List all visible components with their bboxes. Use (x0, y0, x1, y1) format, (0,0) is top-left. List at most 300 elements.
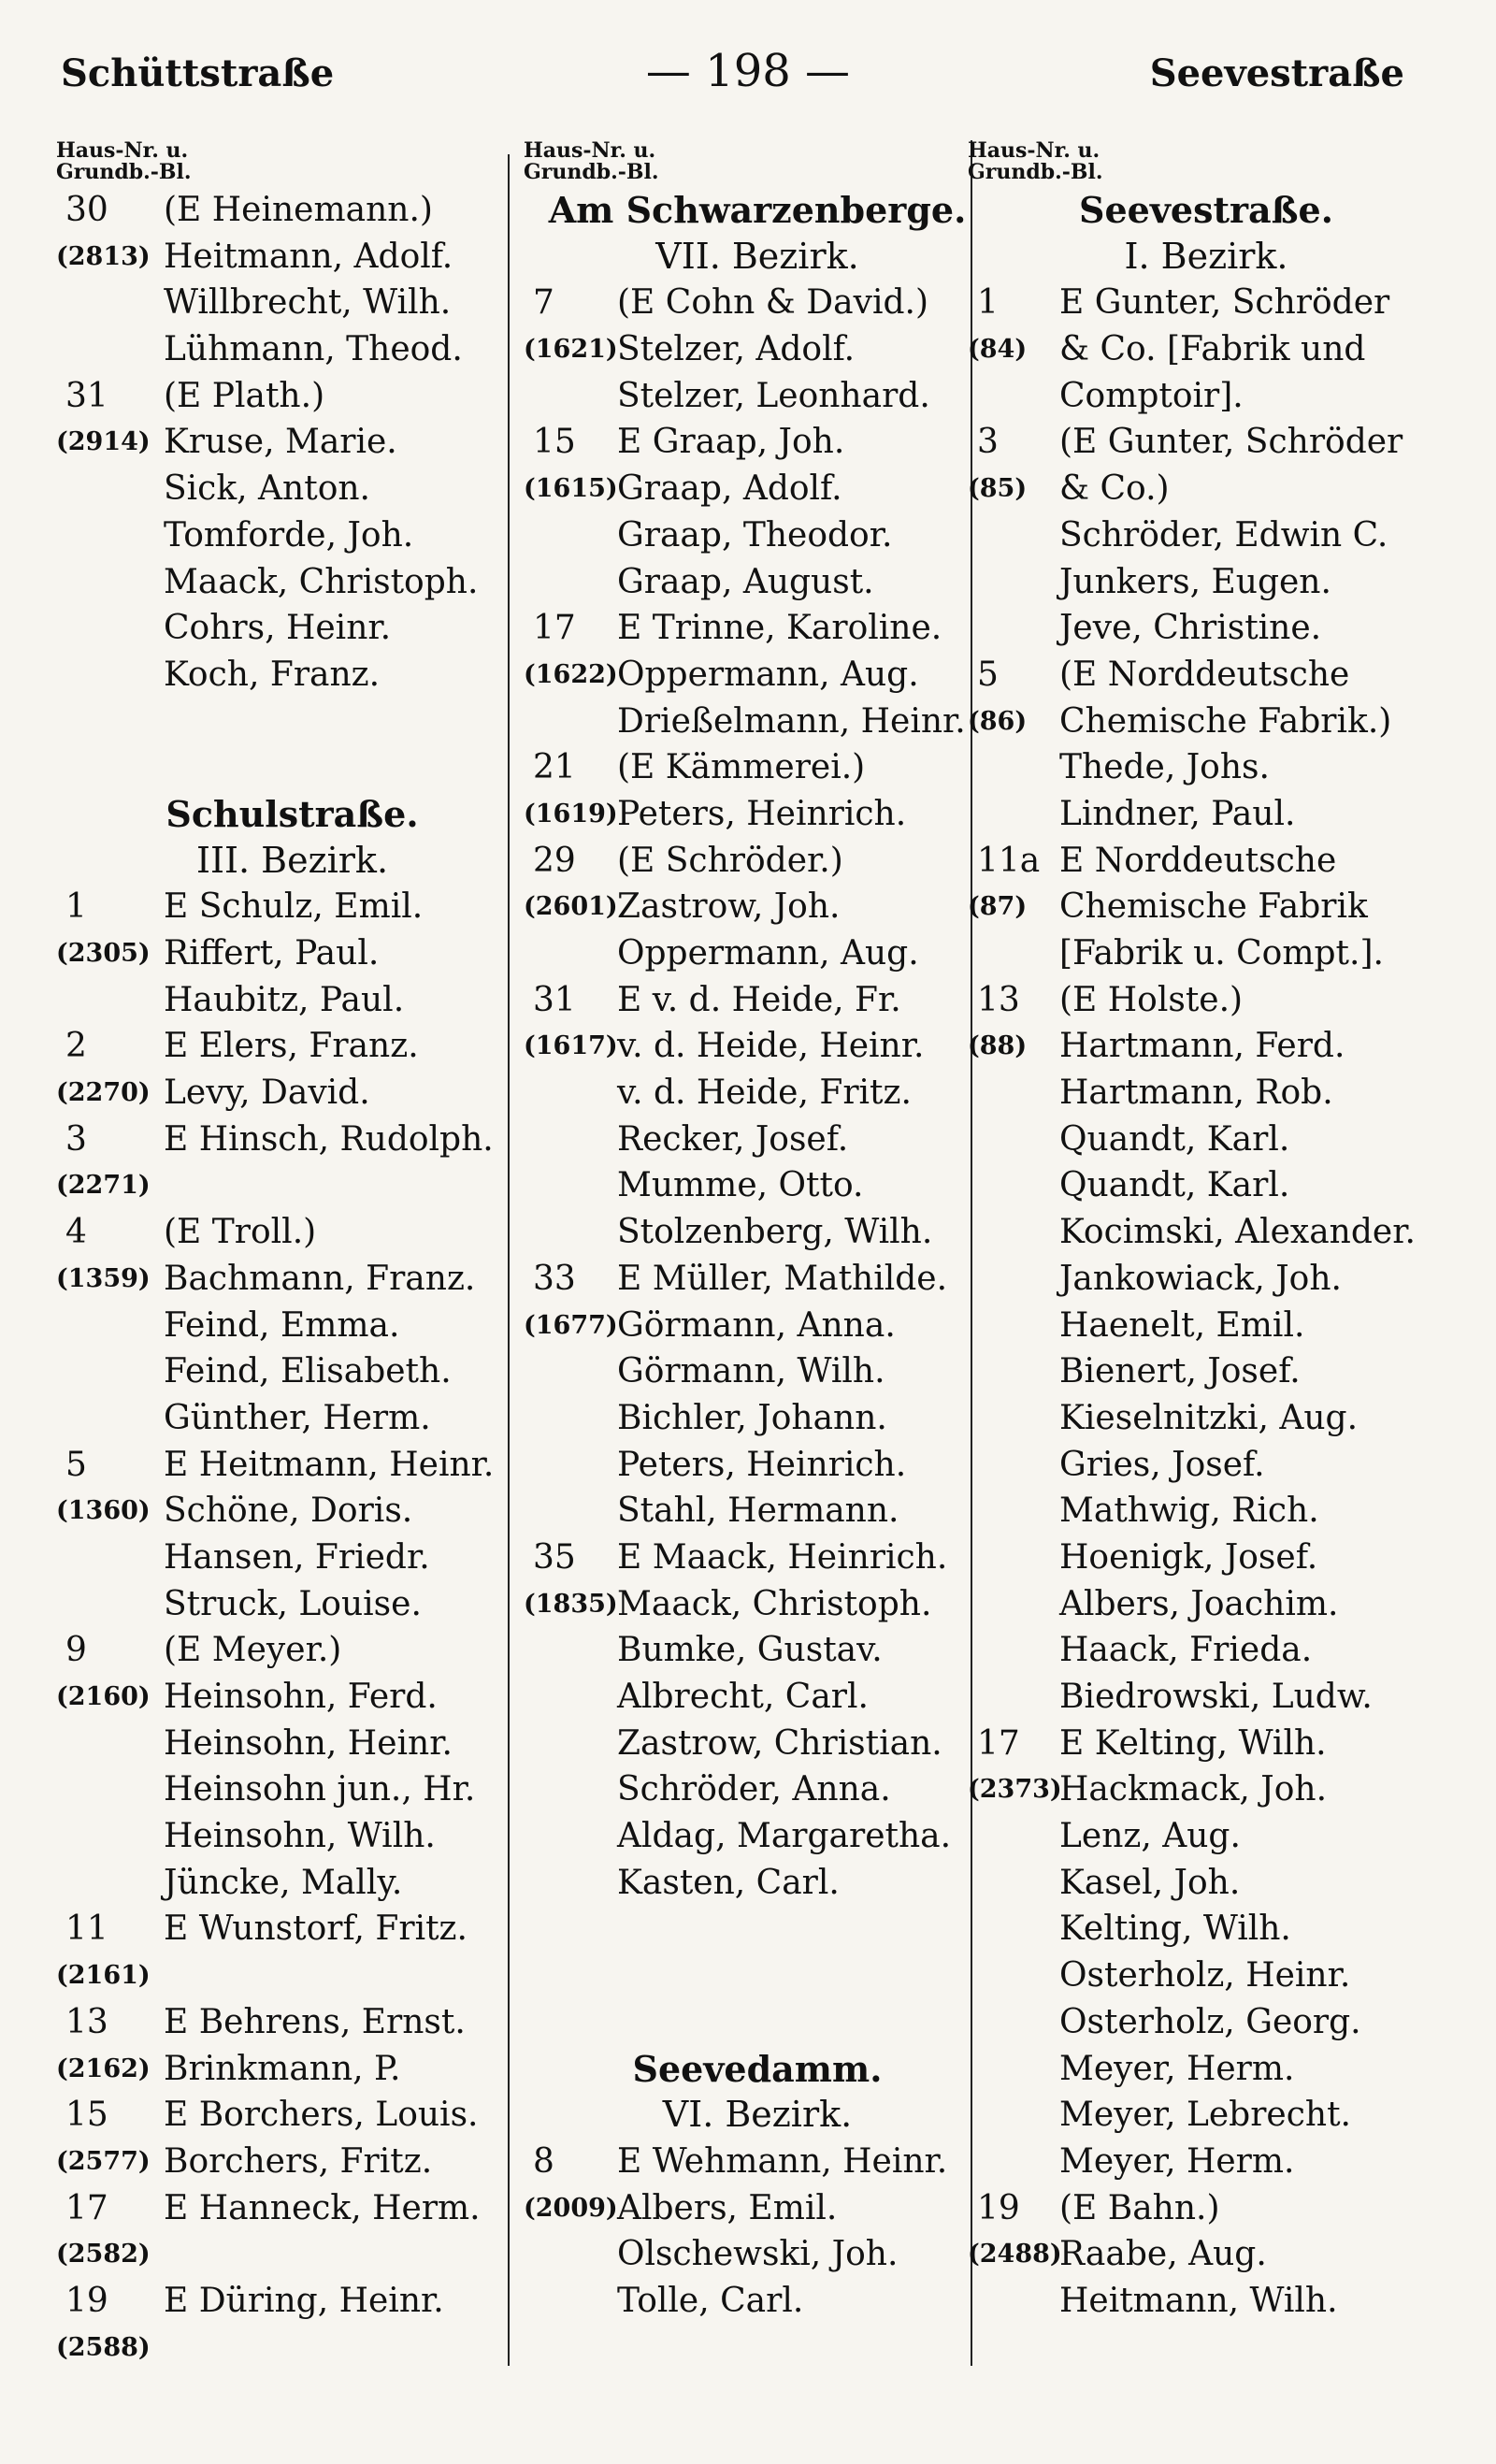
grundbuch-number: (85) (968, 474, 1028, 504)
directory-entry (968, 1348, 1445, 1395)
resident-name: Heitmann, Adolf. (164, 237, 453, 276)
house-number (968, 1813, 1059, 1860)
blank-line (524, 1999, 991, 2046)
directory-entry (968, 1952, 1445, 1999)
grundbuch-number: (2577) (56, 2146, 151, 2176)
house-number: 17 (65, 2188, 108, 2227)
grundbuch-number: (2160) (56, 1682, 151, 1711)
house-number (524, 1117, 617, 1163)
blank-line (56, 744, 528, 791)
house-number: 3 (977, 423, 999, 462)
district-heading: VI. Bezirk. (662, 2094, 853, 2136)
resident-name: Schöne, Doris. (164, 1491, 413, 1531)
resident-name: Hartmann, Ferd. (1059, 1027, 1345, 1066)
house-number (56, 1813, 164, 1860)
resident-name: Riffert, Paul. (164, 934, 380, 973)
directory-entry (968, 512, 1445, 559)
house-number: 1 (65, 887, 87, 927)
house-number: 29 (533, 841, 576, 880)
directory-entry (524, 2185, 991, 2232)
house-number (56, 605, 164, 652)
directory-entry (524, 559, 991, 606)
resident-name: Sick, Anton. (164, 469, 370, 509)
resident-name: Heinsohn jun., Hr. (164, 1770, 476, 1809)
house-number: 11a (977, 841, 1041, 880)
directory-entry (524, 1256, 991, 1303)
house-number (968, 1442, 1059, 1489)
directory-entry (524, 1813, 991, 1860)
directory-entry (56, 884, 528, 930)
grundbuch-number: (2488) (968, 2240, 1062, 2269)
directory-entry (56, 373, 528, 420)
resident-name: Bienert, Josef. (1059, 1352, 1301, 1391)
grundbuch-number: (1622) (524, 659, 618, 689)
house-number (524, 1348, 617, 1395)
directory-entry (968, 884, 1445, 930)
resident-name: Albers, Emil. (617, 2188, 838, 2227)
resident-name: Graap, August. (617, 562, 874, 601)
house-number: 35 (533, 1537, 576, 1577)
resident-name: Osterholz, Heinr. (1059, 1956, 1351, 1996)
directory-entry (968, 605, 1445, 652)
house-number (524, 1766, 617, 1813)
resident-name: [Fabrik u. Compt.]. (1059, 934, 1384, 973)
house-number (524, 1162, 617, 1209)
resident-name: Drießelmann, Heinr. (617, 701, 966, 741)
grundbuch-number: (2588) (56, 2332, 151, 2362)
directory-entry (56, 419, 528, 466)
house-number (524, 1070, 617, 1117)
resident-name: Görmann, Wilh. (617, 1352, 885, 1391)
house-number (56, 1535, 164, 1581)
grundbuch-number: (2914) (56, 427, 151, 457)
house-number (968, 373, 1059, 420)
grundbuch-number: (84) (968, 335, 1028, 365)
directory-entry (56, 512, 528, 559)
grundbuch-number: (2305) (56, 939, 151, 968)
house-number (968, 1117, 1059, 1163)
directory-entry (524, 1162, 991, 1209)
directory-entry (524, 1070, 991, 1117)
directory-entry (524, 1488, 991, 1535)
house-number (968, 1674, 1059, 1721)
directory-entry (56, 1906, 528, 1952)
resident-name: Feind, Elisabeth. (164, 1352, 452, 1391)
blank-line (56, 699, 528, 745)
resident-name: E Schulz, Emil. (164, 887, 424, 927)
directory-entry (56, 466, 528, 512)
resident-name: Jeve, Christine. (1059, 609, 1322, 648)
resident-name: Mathwig, Rich. (1059, 1491, 1319, 1531)
house-number (968, 744, 1059, 791)
resident-name: Lindner, Paul. (1059, 794, 1296, 833)
directory-entry (524, 838, 991, 885)
resident-name: E v. d. Heide, Fr. (617, 980, 901, 1019)
resident-name: Hartmann, Rob. (1059, 1073, 1333, 1113)
resident-name: Kelting, Wilh. (1059, 1909, 1291, 1949)
resident-name: (E Gunter, Schröder (1059, 423, 1403, 462)
resident-name: Recker, Josef. (617, 1119, 849, 1159)
resident-name: Brinkmann, P. (164, 2049, 401, 2088)
directory-entry (524, 605, 991, 652)
directory-entry (524, 1674, 991, 1721)
resident-name: (E Troll.) (164, 1213, 317, 1252)
directory-entry (524, 1442, 991, 1489)
grundbuch-number: (1835) (524, 1589, 618, 1619)
resident-name: Oppermann, Aug. (617, 934, 919, 973)
column-header-line: Grundb.-Bl. (56, 160, 192, 184)
directory-entry (968, 1117, 1445, 1163)
resident-name: (E Cohn & David.) (617, 283, 928, 323)
directory-entry (968, 652, 1445, 699)
house-number (968, 791, 1059, 838)
directory-entry (56, 1070, 528, 1117)
directory-entry (56, 2092, 528, 2139)
house-number (524, 559, 617, 606)
directory-entry (524, 1023, 991, 1070)
directory-entry (968, 1442, 1445, 1489)
column-1 (56, 140, 528, 2394)
resident-name: E Wehmann, Heinr. (617, 2141, 948, 2181)
house-number (968, 2092, 1059, 2139)
resident-name: & Co.) (1059, 469, 1170, 509)
resident-name: Heinsohn, Wilh. (164, 1817, 436, 1856)
page-number: — 198 — (645, 45, 851, 97)
house-number: 1 (977, 283, 999, 323)
grundbuch-number: (2009) (524, 2193, 618, 2223)
column-3 (968, 140, 1445, 2394)
grundbuch-number: (2373) (968, 1775, 1062, 1805)
resident-name: Biedrowski, Ludw. (1059, 1678, 1373, 1716)
house-number (968, 1303, 1059, 1349)
house-number (968, 1488, 1059, 1535)
resident-name: (E Heinemann.) (164, 191, 433, 229)
directory-entry (968, 1535, 1445, 1581)
resident-name: Oppermann, Aug. (617, 655, 919, 694)
column-header-line: Haus-Nr. u. (524, 140, 656, 163)
grundbuch-number: (2271) (56, 1171, 151, 1201)
resident-name: (E Norddeutsche (1059, 655, 1350, 694)
directory-entry (56, 977, 528, 1024)
house-number: 9 (65, 1631, 87, 1670)
house-number: 13 (65, 2002, 108, 2041)
directory-entry (524, 466, 991, 512)
resident-name: Jankowiack, Joh. (1059, 1259, 1342, 1298)
house-number (56, 1766, 164, 1813)
resident-name: E Hinsch, Rudolph. (164, 1119, 494, 1159)
resident-name: Günther, Herm. (164, 1398, 431, 1437)
house-number (968, 2278, 1059, 2325)
grundbuch-number: (2162) (56, 2053, 151, 2083)
resident-name: (E Bahn.) (1059, 2188, 1220, 2227)
directory-entry (968, 1860, 1445, 1907)
resident-name: Albrecht, Carl. (617, 1678, 869, 1716)
running-head-right: Seevestraße (1149, 51, 1404, 95)
resident-name: E Wunstorf, Fritz. (164, 1909, 468, 1949)
grundbuch-number: (88) (968, 1031, 1028, 1061)
house-number (968, 1952, 1059, 1999)
directory-entry (56, 2231, 528, 2278)
directory-entry (968, 930, 1445, 977)
house-number: 31 (65, 376, 108, 415)
house-number (524, 1860, 617, 1907)
directory-entry (524, 373, 991, 420)
resident-name: Heinsohn, Ferd. (164, 1678, 438, 1716)
directory-entry (968, 559, 1445, 606)
directory-entry (56, 1117, 528, 1163)
resident-name: Kasten, Carl. (617, 1863, 840, 1902)
directory-entry (56, 1674, 528, 1721)
directory-entry (968, 1488, 1445, 1535)
house-number (524, 1488, 617, 1535)
directory-entry (968, 373, 1445, 420)
street-heading: Am Schwarzenberge. (548, 189, 967, 231)
directory-entry (968, 2278, 1445, 2325)
resident-name: Hackmack, Joh. (1059, 1770, 1328, 1809)
resident-name: Stelzer, Adolf. (617, 330, 856, 369)
directory-entry (968, 1209, 1445, 1256)
directory-entry (56, 559, 528, 606)
house-number (56, 326, 164, 373)
directory-entry (968, 2139, 1445, 2185)
resident-name: Graap, Theodor. (617, 515, 893, 555)
directory-entry (56, 2325, 528, 2371)
house-number (968, 1070, 1059, 1117)
directory-entry (968, 977, 1445, 1024)
directory-entry (524, 884, 991, 930)
directory-entry (968, 1070, 1445, 1117)
directory-entry (56, 1303, 528, 1349)
resident-name: (E Plath.) (164, 376, 325, 415)
house-number (968, 2139, 1059, 2185)
resident-name: Albers, Joachim. (1059, 1584, 1339, 1623)
resident-name: Meyer, Herm. (1059, 2141, 1295, 2181)
resident-name: Haenelt, Emil. (1059, 1305, 1305, 1345)
directory-entry (56, 930, 528, 977)
district-heading: III. Bezirk. (195, 839, 389, 881)
house-number (524, 512, 617, 559)
directory-entry (56, 1813, 528, 1860)
directory-entry (56, 234, 528, 281)
directory-entry (56, 1766, 528, 1813)
directory-entry (56, 605, 528, 652)
directory-entry (968, 419, 1445, 466)
house-number (524, 699, 617, 745)
directory-entry (524, 1117, 991, 1163)
directory-entry (968, 1395, 1445, 1442)
directory-entry (968, 1303, 1445, 1349)
house-number (968, 1906, 1059, 1952)
resident-name: Maack, Christoph. (164, 562, 479, 601)
grundbuch-number: (2270) (56, 1078, 151, 1108)
district-heading: VII. Bezirk. (655, 235, 859, 277)
directory-entry (968, 1627, 1445, 1674)
house-number (968, 2046, 1059, 2093)
directory-entry (56, 1162, 528, 1209)
resident-name: Bichler, Johann. (617, 1398, 887, 1437)
directory-entry (56, 652, 528, 699)
house-number (56, 1348, 164, 1395)
grundbuch-number: (1621) (524, 335, 618, 365)
directory-entry (56, 2046, 528, 2093)
directory-entry (524, 652, 991, 699)
resident-name: Feind, Emma. (164, 1305, 400, 1345)
resident-name: Olschewski, Joh. (617, 2235, 899, 2274)
house-number (56, 1860, 164, 1907)
column-header-line: Grundb.-Bl. (524, 160, 659, 184)
house-number (524, 1813, 617, 1860)
directory-entry (56, 280, 528, 326)
resident-name: & Co. [Fabrik und (1059, 330, 1366, 369)
house-number (968, 1999, 1059, 2046)
house-number (968, 512, 1059, 559)
resident-name: Schröder, Anna. (617, 1770, 891, 1809)
directory-entry (56, 1256, 528, 1303)
running-head-left: Schüttstraße (61, 51, 335, 95)
resident-name: Meyer, Herm. (1059, 2049, 1295, 2088)
grundbuch-number: (2601) (524, 892, 618, 922)
house-number (968, 1395, 1059, 1442)
resident-name: Cohrs, Heinr. (164, 609, 392, 648)
resident-name: E Behrens, Ernst. (164, 2002, 466, 2041)
resident-name: Lenz, Aug. (1059, 1817, 1241, 1856)
resident-name: Junkers, Eugen. (1059, 562, 1331, 601)
directory-entry (968, 2185, 1445, 2232)
directory-entry (968, 791, 1445, 838)
directory-entry (56, 2185, 528, 2232)
resident-name: Hansen, Friedr. (164, 1537, 430, 1577)
house-number (56, 280, 164, 326)
directory-entry (968, 280, 1445, 326)
directory-entry (524, 930, 991, 977)
house-number (968, 1535, 1059, 1581)
resident-name: Stolzenberg, Wilh. (617, 1213, 933, 1252)
grundbuch-number: (1615) (524, 474, 618, 504)
directory-entry (968, 1906, 1445, 1952)
directory-entry (968, 1766, 1445, 1813)
grundbuch-number: (1677) (524, 1310, 618, 1340)
directory-entry (56, 2139, 528, 2185)
resident-name: E Elers, Franz. (164, 1027, 419, 1066)
directory-entry (524, 1860, 991, 1907)
house-number (524, 1209, 617, 1256)
resident-name: Quandt, Karl. (1059, 1166, 1290, 1205)
directory-entry (56, 1721, 528, 1767)
resident-name: Haack, Frieda. (1059, 1631, 1313, 1670)
house-number: 33 (533, 1259, 576, 1298)
directory-entry (56, 1488, 528, 1535)
grundbuch-number: (2813) (56, 241, 151, 271)
resident-name: Willbrecht, Wilh. (164, 283, 452, 323)
house-number (968, 1209, 1059, 1256)
resident-name: (E Kämmerei.) (617, 748, 866, 787)
house-number (56, 559, 164, 606)
directory-entry (524, 744, 991, 791)
house-number (968, 559, 1059, 606)
resident-name: E Gunter, Schröder (1059, 283, 1390, 323)
house-number: 2 (65, 1027, 87, 1066)
directory-entry (56, 1627, 528, 1674)
directory-entry (56, 326, 528, 373)
resident-name: Görmann, Anna. (617, 1305, 896, 1345)
directory-entry (524, 699, 991, 745)
resident-name: Schröder, Edwin C. (1059, 515, 1388, 555)
directory-entry (968, 2231, 1445, 2278)
directory-entry (524, 419, 991, 466)
resident-name: Graap, Adolf. (617, 469, 842, 509)
house-number (968, 1348, 1059, 1395)
directory-entry (524, 2278, 991, 2325)
blank-line (524, 1952, 991, 1999)
house-number (56, 652, 164, 699)
house-number: 15 (65, 2096, 108, 2135)
directory-entry (56, 1999, 528, 2046)
resident-name: E Kelting, Wilh. (1059, 1723, 1327, 1763)
resident-name: Tomforde, Joh. (164, 515, 414, 555)
column-header-line: Haus-Nr. u. (968, 140, 1100, 163)
column-header (524, 140, 991, 187)
directory-entry (56, 1860, 528, 1907)
resident-name: Zastrow, Christian. (617, 1723, 942, 1763)
house-number (968, 1581, 1059, 1628)
directory-entry (968, 1674, 1445, 1721)
resident-name: Bachmann, Franz. (164, 1259, 476, 1298)
directory-entry (524, 1627, 991, 1674)
house-number (56, 977, 164, 1024)
resident-name: Kocimski, Alexander. (1059, 1213, 1416, 1252)
resident-name: Chemische Fabrik.) (1059, 701, 1392, 741)
resident-name: Osterholz, Georg. (1059, 2002, 1361, 2041)
resident-name: Peters, Heinrich. (617, 794, 907, 833)
resident-name: Mumme, Otto. (617, 1166, 864, 1205)
directory-entry (968, 699, 1445, 745)
house-number: 17 (533, 609, 576, 648)
resident-name: E Heitmann, Heinr. (164, 1445, 495, 1484)
resident-name: Peters, Heinrich. (617, 1445, 907, 1484)
directory-entry (56, 1442, 528, 1489)
resident-name: Comptoir]. (1059, 376, 1244, 415)
resident-name: Hoenigk, Josef. (1059, 1537, 1318, 1577)
house-number: 31 (533, 980, 576, 1019)
grundbuch-number: (2161) (56, 1961, 151, 1991)
resident-name: Levy, David. (164, 1073, 370, 1113)
directory-entry (524, 1581, 991, 1628)
resident-name: Struck, Louise. (164, 1584, 422, 1623)
street-heading: Seevestraße. (1079, 189, 1333, 231)
directory-entry (968, 838, 1445, 885)
blank-line (524, 1906, 991, 1952)
grundbuch-number: (87) (968, 892, 1028, 922)
house-number (56, 466, 164, 512)
resident-name: E Graap, Joh. (617, 423, 845, 462)
directory-entry (56, 1209, 528, 1256)
house-number: 19 (977, 2188, 1020, 2227)
house-number (524, 2231, 617, 2278)
directory-entry (968, 1162, 1445, 1209)
directory-entry (968, 2046, 1445, 2093)
resident-name: Chemische Fabrik (1059, 887, 1368, 927)
column-header-line: Grundb.-Bl. (968, 160, 1103, 184)
resident-name: Tolle, Carl. (617, 2281, 804, 2320)
resident-name: Heinsohn, Heinr. (164, 1723, 453, 1763)
house-number (968, 930, 1059, 977)
directory-entry (56, 2278, 528, 2325)
directory-entry (524, 1303, 991, 1349)
house-number: 19 (65, 2281, 108, 2320)
resident-name: E Düring, Heinr. (164, 2281, 444, 2320)
directory-entry (524, 280, 991, 326)
resident-name: E Hanneck, Herm. (164, 2188, 481, 2227)
